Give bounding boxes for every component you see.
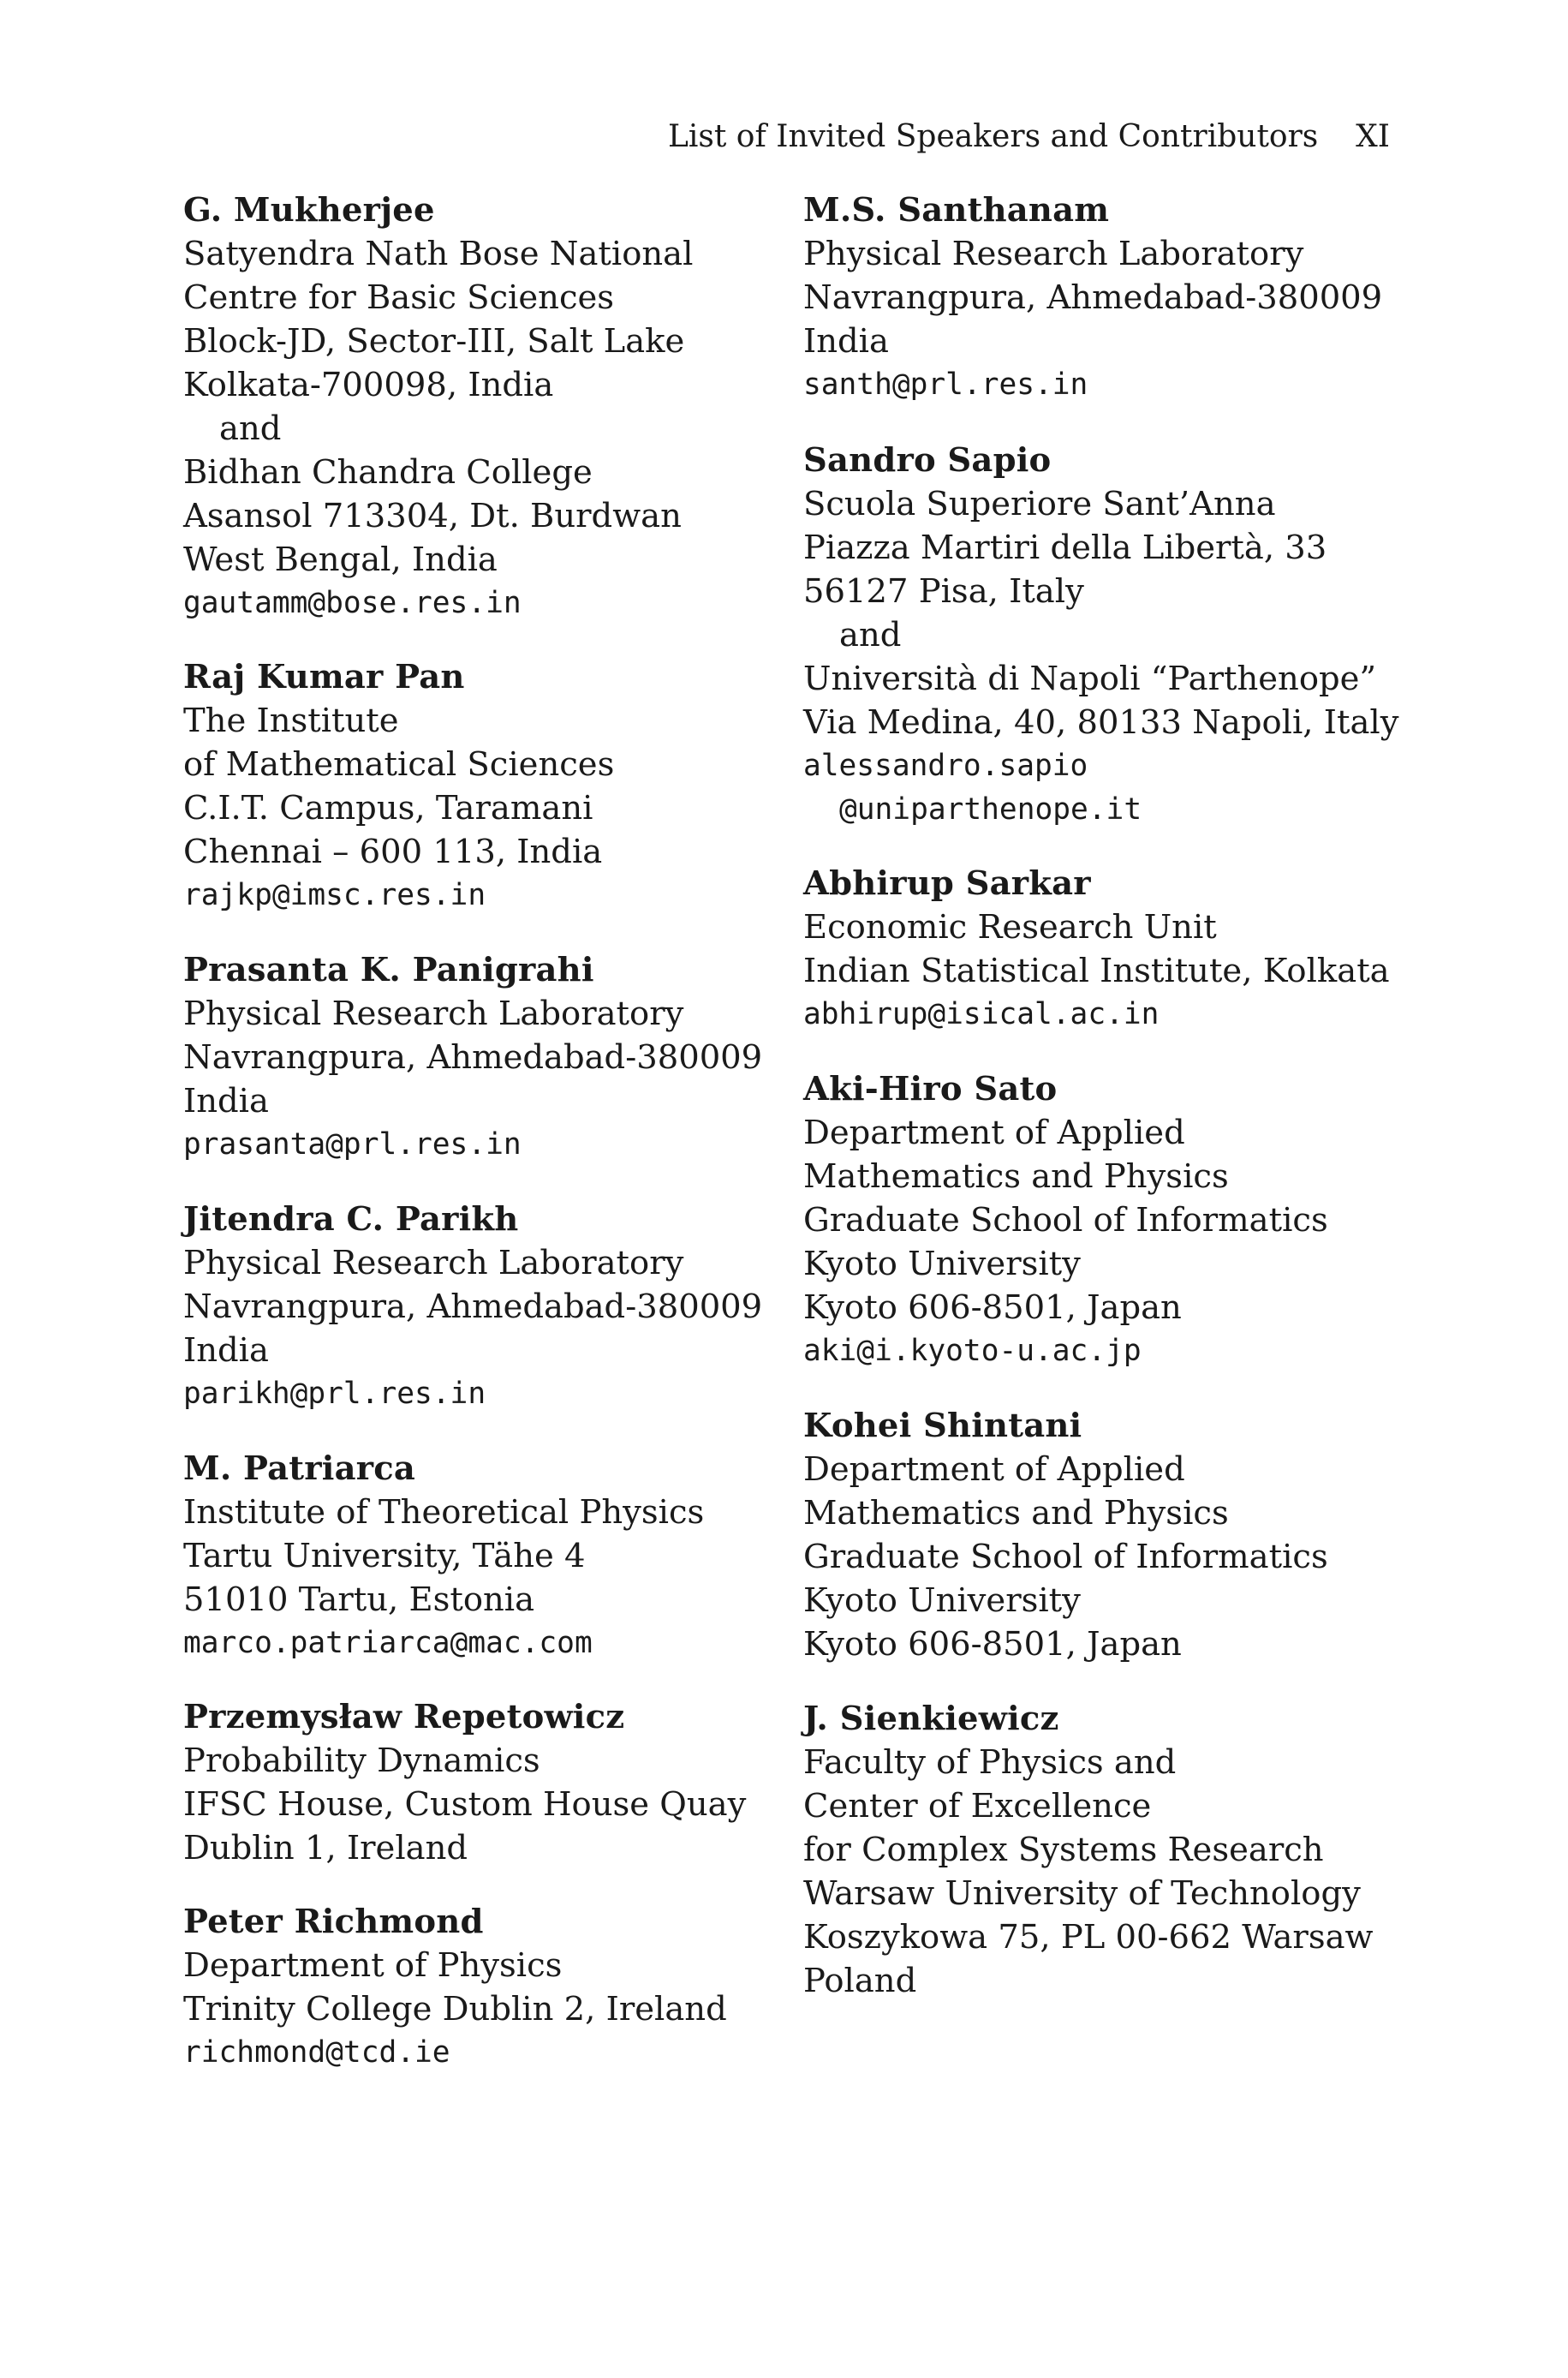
- affiliation-line: Asansol 713304, Dt. Burdwan: [183, 497, 682, 535]
- contributor-name: G. Mukherjee: [183, 191, 435, 230]
- affiliation-line: Graduate School of Informatics: [803, 1538, 1328, 1576]
- affiliation-line: Trinity College Dublin 2, Ireland: [183, 1990, 727, 2028]
- affiliation-line: Centre for Basic Sciences: [183, 278, 615, 317]
- affiliation-line: Physical Research Laboratory: [183, 995, 684, 1033]
- affiliation-line: Navrangpura, Ahmedabad-380009: [183, 1288, 763, 1326]
- contributor-entry: [803, 1067, 1403, 1373]
- contributor-email[interactable]: abhirup@isical.ac.in: [803, 997, 1160, 1031]
- contributor-entry: [803, 1697, 1403, 2003]
- affiliation-line: Department of Applied: [803, 1114, 1185, 1152]
- contributor-entry: [183, 188, 731, 625]
- contributor-entry: [183, 1198, 763, 1416]
- affiliation-line: Kyoto University: [803, 1581, 1081, 1620]
- contributor-entry: [803, 439, 1403, 832]
- affiliation-line: Kyoto 606-8501, Japan: [803, 1625, 1182, 1664]
- affiliation-line: India: [183, 1331, 269, 1370]
- affiliation-line: Kolkata-700098, India: [183, 366, 554, 404]
- right-column: [803, 188, 1403, 2003]
- running-title: List of Invited Speakers and Contributors: [668, 119, 1319, 154]
- affiliation-line: Scuola Superiore Sant’Anna: [803, 485, 1276, 523]
- contributor-name: Sandro Sapio: [803, 441, 1052, 480]
- affiliation-line: Department of Applied: [803, 1450, 1185, 1489]
- affiliation-line: Satyendra Nath Bose National: [183, 235, 694, 273]
- contributor-name: Prasanta K. Panigrahi: [183, 951, 594, 989]
- contributor-entry: [183, 948, 763, 1167]
- affiliation-line: of Mathematical Sciences: [183, 745, 615, 784]
- affiliation-line: Navrangpura, Ahmedabad-380009: [803, 278, 1383, 317]
- contributor-name: Jitendra C. Parikh: [183, 1200, 519, 1239]
- contributor-name: M.S. Santhanam: [803, 191, 1110, 230]
- contributor-entry: [803, 188, 1403, 407]
- page-number: XI: [1356, 119, 1390, 154]
- affiliation-line: India: [803, 322, 889, 361]
- contributor-entry: [803, 862, 1403, 1037]
- affiliation-line: Poland: [803, 1962, 917, 2000]
- affiliation-line: Physical Research Laboratory: [183, 1244, 684, 1282]
- contributor-email[interactable]: parikh@prl.res.in: [183, 1377, 486, 1411]
- affiliation-line: Kyoto University: [803, 1245, 1081, 1283]
- affiliation-line: Chennai – 600 113, India: [183, 833, 603, 871]
- affiliation-line: Navrangpura, Ahmedabad-380009: [183, 1038, 763, 1077]
- contributor-name: Przemysław Repetowicz: [183, 1698, 625, 1736]
- affiliation-line: Kyoto 606-8501, Japan: [803, 1288, 1182, 1327]
- affiliation-line: Koszykowa 75, PL 00-662 Warsaw: [803, 1918, 1374, 1957]
- contributor-email[interactable]: prasanta@prl.res.in: [183, 1127, 522, 1162]
- page-header: [668, 117, 1390, 158]
- affiliation-line: India: [183, 1082, 269, 1120]
- affiliation-line: West Bengal, India: [183, 541, 498, 579]
- affiliation-line: Mathematics and Physics: [803, 1157, 1229, 1196]
- contributor-entry: [183, 1900, 731, 2075]
- contributor-name: Peter Richmond: [183, 1903, 484, 1941]
- affiliation-line: Block-JD, Sector-III, Salt Lake: [183, 322, 685, 361]
- affiliation-line: Graduate School of Informatics: [803, 1201, 1328, 1240]
- affiliation-line: Physical Research Laboratory: [803, 235, 1304, 273]
- affiliation-line: Dublin 1, Ireland: [183, 1829, 468, 1867]
- contributor-name: Kohei Shintani: [803, 1407, 1082, 1445]
- affiliation-line: Via Medina, 40, 80133 Napoli, Italy: [803, 703, 1399, 742]
- affiliation-line: Piazza Martiri della Libertà, 33: [803, 529, 1327, 567]
- contributor-name: Aki-Hiro Sato: [803, 1070, 1058, 1108]
- affiliation-line: 56127 Pisa, Italy: [803, 572, 1084, 611]
- affiliation-line: for Complex Systems Research: [803, 1831, 1324, 1869]
- affiliation-line: Università di Napoli “Parthenope”: [803, 660, 1377, 698]
- affiliation-line: Department of Physics: [183, 1946, 563, 1985]
- affiliation-conjunction: and: [219, 409, 282, 448]
- left-column: [183, 188, 763, 2075]
- affiliation-line: IFSC House, Custom House Quay: [183, 1785, 747, 1824]
- affiliation-line: The Institute: [183, 702, 399, 740]
- affiliation-conjunction: and: [839, 616, 902, 654]
- affiliation-line: Bidhan Chandra College: [183, 453, 593, 492]
- contributor-entry: [183, 1695, 747, 1870]
- contributor-entry: [183, 655, 731, 917]
- contributor-name: Abhirup Sarkar: [803, 864, 1091, 903]
- affiliation-line: Mathematics and Physics: [803, 1494, 1229, 1533]
- contributor-entry: [183, 1447, 731, 1665]
- contributor-email[interactable]: aki@i.kyoto-u.ac.jp: [803, 1334, 1142, 1368]
- contributor-email[interactable]: richmond@tcd.ie: [183, 2035, 450, 2070]
- affiliation-line: Probability Dynamics: [183, 1742, 540, 1780]
- contributor-entry: [803, 1404, 1403, 1666]
- contributor-name: Raj Kumar Pan: [183, 658, 465, 696]
- contributor-email[interactable]: @uniparthenope.it: [839, 792, 1142, 827]
- contributor-name: J. Sienkiewicz: [803, 1700, 1059, 1738]
- contributor-name: M. Patriarca: [183, 1449, 415, 1488]
- contributor-email[interactable]: rajkp@imsc.res.in: [183, 878, 486, 912]
- contributor-email[interactable]: santh@prl.res.in: [803, 367, 1088, 402]
- contributor-email[interactable]: gautamm@bose.res.in: [183, 586, 522, 620]
- affiliation-line: Economic Research Unit: [803, 908, 1217, 947]
- affiliation-line: C.I.T. Campus, Taramani: [183, 789, 593, 828]
- contributor-email[interactable]: alessandro.sapio: [803, 749, 1088, 783]
- affiliation-line: Warsaw University of Technology: [803, 1874, 1361, 1913]
- affiliation-line: Indian Statistical Institute, Kolkata: [803, 952, 1390, 990]
- contributor-email[interactable]: marco.patriarca@mac.com: [183, 1626, 593, 1660]
- affiliation-line: Institute of Theoretical Physics: [183, 1493, 705, 1532]
- affiliation-line: Faculty of Physics and: [803, 1743, 1177, 1782]
- affiliation-line: Tartu University, Tähe 4: [183, 1537, 586, 1575]
- affiliation-line: Center of Excellence: [803, 1787, 1152, 1825]
- affiliation-line: 51010 Tartu, Estonia: [183, 1580, 535, 1619]
